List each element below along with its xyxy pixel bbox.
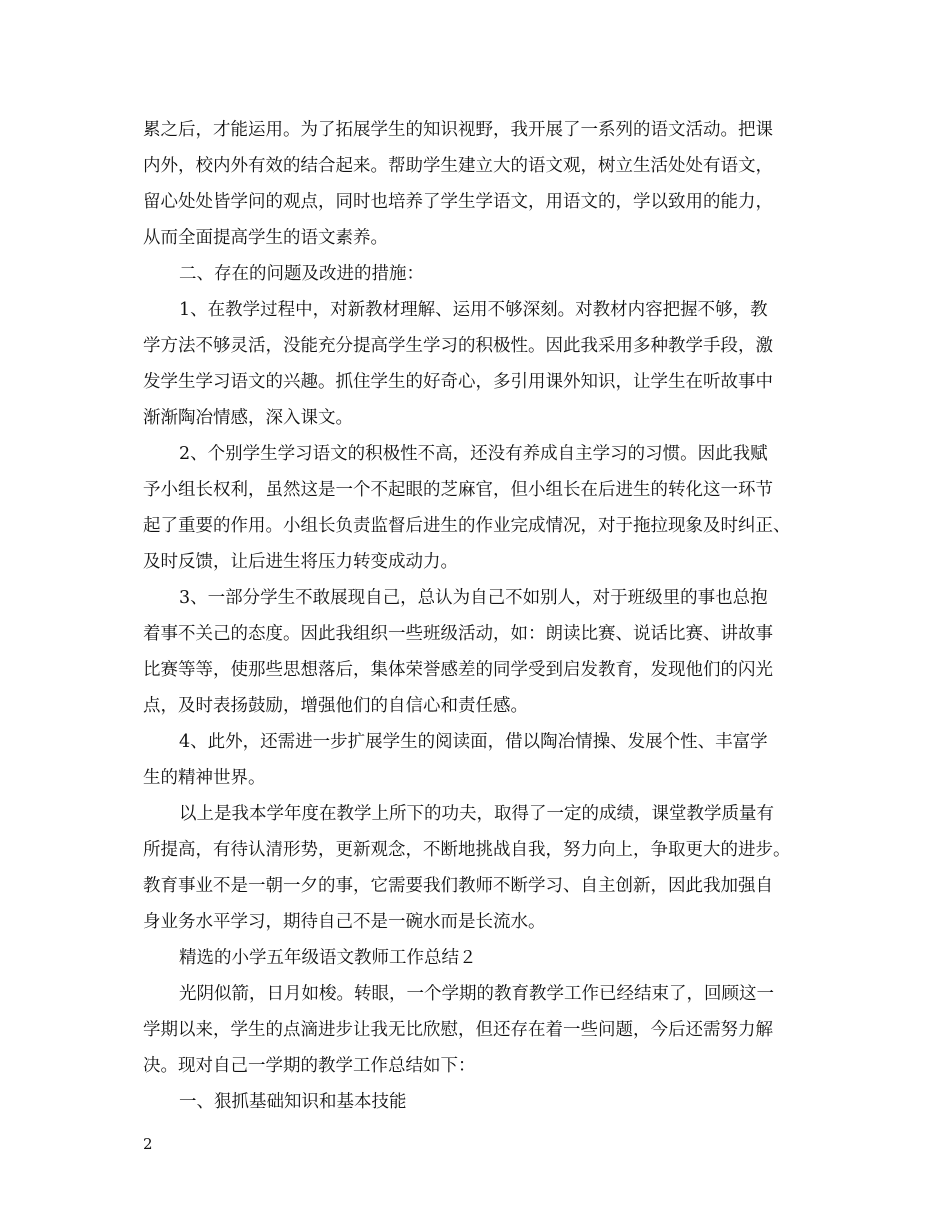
text-line: 学期以来，学生的点滴进步让我无比欣慰，但还存在着一些问题，今后还需努力解 <box>143 1020 773 1040</box>
document-body <box>143 112 818 1120</box>
page-number: 2 <box>143 1135 153 1153</box>
text-line: 留心处处皆学问的观点，同时也培养了学生学语文，用语文的，学以致用的能力， <box>143 192 773 212</box>
text-line: 生的精神世界。 <box>143 768 266 788</box>
text-line: 2、个别学生学习语文的积极性不高，还没有养成自主学习的习惯。因此我赋 <box>179 444 768 464</box>
text-line: 起了重要的作用。小组长负责监督后进生的作业完成情况，对于拖拉现象及时纠正、 <box>143 516 791 536</box>
text-line: 点，及时表扬鼓励，增强他们的自信心和责任感。 <box>143 696 528 716</box>
text-line: 1、在教学过程中，对新教材理解、运用不够深刻。对教材内容把握不够，教 <box>179 300 768 320</box>
text-line: 决。现对自己一学期的教学工作总结如下： <box>143 1056 476 1076</box>
text-line: 予小组长权利，虽然这是一个不起眼的芝麻官，但小组长在后进生的转化这一环节 <box>143 480 773 500</box>
text-line: 4、此外，还需进一步扩展学生的阅读面，借以陶冶情操、发展个性、丰富学 <box>179 732 768 752</box>
text-line: 学方法不够灵活，没能充分提高学生学习的积极性。因此我采用多种教学手段，激 <box>143 336 773 356</box>
text-line: 所提高，有待认清形势，更新观念，不断地挑战自我，努力向上，争取更大的进步。 <box>143 840 791 860</box>
text-line: 发学生学习语文的兴趣。抓住学生的好奇心，多引用课外知识，让学生在听故事中 <box>143 372 773 392</box>
text-line: 教育事业不是一朝一夕的事，它需要我们教师不断学习、自主创新，因此我加强自 <box>143 876 773 896</box>
text-line: 以上是我本学年度在教学上所下的功夫，取得了一定的成绩，课堂教学质量有 <box>179 804 774 824</box>
text-line: 渐渐陶冶情感，深入课文。 <box>143 408 353 428</box>
text-line: 从而全面提高学生的语文素养。 <box>143 228 388 248</box>
text-line: 光阴似箭，日月如梭。转眼，一个学期的教育教学工作已经结束了，回顾这一 <box>179 984 774 1004</box>
text-line: 比赛等等，使那些思想落后，集体荣誉感差的同学受到启发教育，发现他们的闪光 <box>143 660 773 680</box>
text-line: 一、狠抓基础知识和基本技能 <box>179 1092 407 1112</box>
text-line: 及时反馈，让后进生将压力转变成动力。 <box>143 552 458 572</box>
text-line: 累之后，才能运用。为了拓展学生的知识视野，我开展了一系列的语文活动。把课 <box>143 120 773 140</box>
text-line: 精选的小学五年级语文教师工作总结２ <box>179 948 477 968</box>
text-line: 身业务水平学习，期待自己不是一碗水而是长流水。 <box>143 912 546 932</box>
text-line: 二、存在的问题及改进的措施： <box>179 264 424 284</box>
text-line: 着事不关己的态度。因此我组织一些班级活动，如：朗读比赛、说话比赛、讲故事 <box>143 624 773 644</box>
text-line: 内外，校内外有效的结合起来。帮助学生建立大的语文观，树立生活处处有语文， <box>143 156 773 176</box>
text-line: 3、一部分学生不敢展现自己，总认为自己不如别人，对于班级里的事也总抱 <box>179 588 768 608</box>
